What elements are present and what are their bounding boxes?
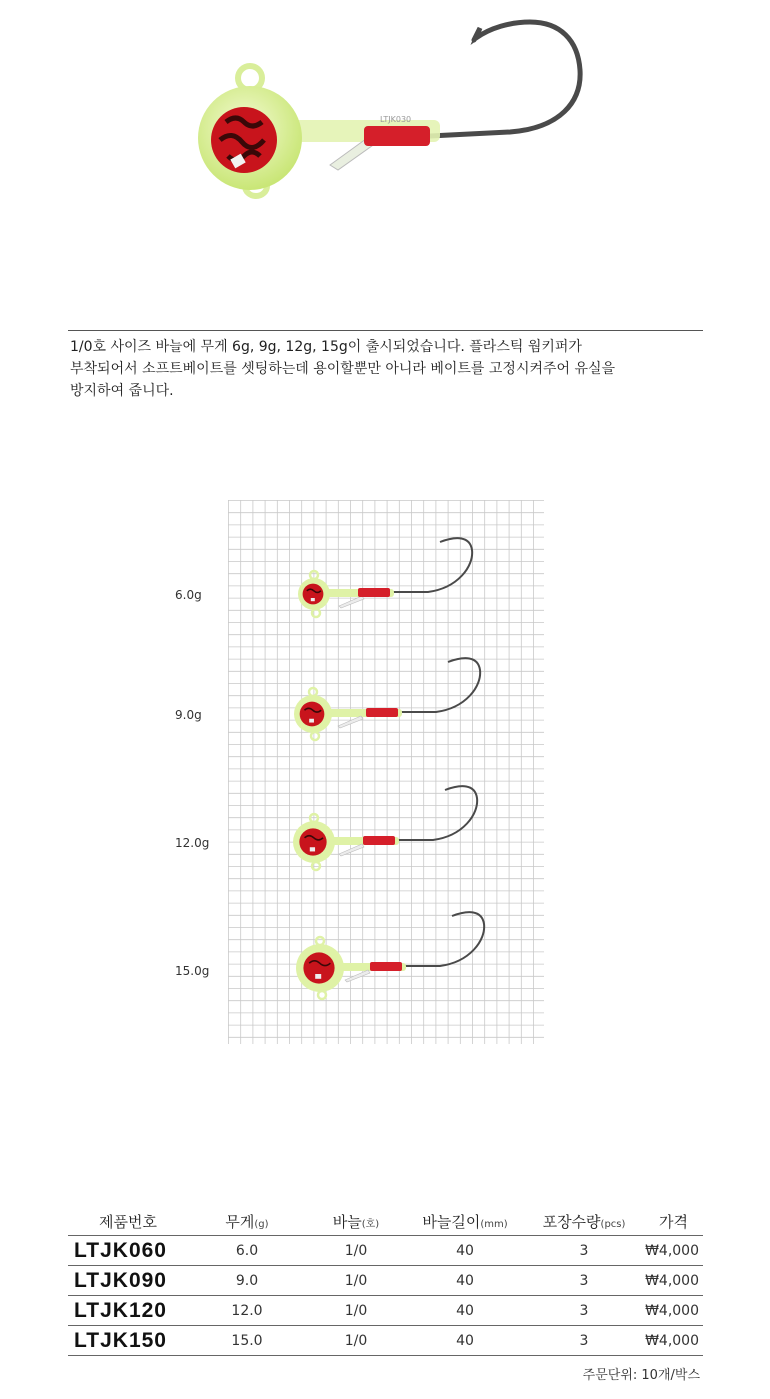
qty-cell: 3: [524, 1296, 644, 1326]
weight-cell: 9.0: [188, 1266, 306, 1296]
weight-label-12g: 12.0g: [175, 836, 210, 850]
price-cell: ₩4,000: [644, 1326, 703, 1356]
product-description: [70, 336, 710, 402]
table-row: [68, 1326, 703, 1356]
jig-6.0g: [298, 538, 472, 617]
hook-cell: 1/0: [306, 1326, 406, 1356]
description-line: 부착되어서 소프트베이트를 셋팅하는데 용이할뿐만 아니라 베이트를 고정시켜주어 유실을: [70, 361, 616, 377]
hero-stem-mark: LTJK030: [380, 115, 412, 124]
weight-label-15g: 15.0g: [175, 964, 210, 978]
qty-cell: 3: [524, 1236, 644, 1266]
weight-cell: 12.0: [188, 1296, 306, 1326]
hook-shape: [430, 22, 580, 136]
spec-header-row: [68, 1207, 703, 1236]
size-comparison-grid: [228, 500, 544, 1044]
section-divider: [68, 330, 703, 331]
order-unit-note: 주문단위: 10개/박스: [582, 1368, 700, 1383]
qty-cell: 3: [524, 1326, 644, 1356]
price-cell: ₩4,000: [644, 1296, 703, 1326]
hook-cell: 1/0: [306, 1266, 406, 1296]
qty-cell: 3: [524, 1266, 644, 1296]
header-price: 가격: [644, 1207, 703, 1236]
weight-cell: 6.0: [188, 1236, 306, 1266]
jig-12.0g: [293, 786, 477, 870]
header-pack-qty: 포장수량(pcs): [524, 1207, 644, 1236]
product-code: LTJK150: [68, 1326, 188, 1356]
product-code: LTJK060: [68, 1236, 188, 1266]
jig-15.0g: [296, 912, 484, 999]
product-code: LTJK120: [68, 1296, 188, 1326]
description-line: 1/0호 사이즈 바늘에 무게 6g, 9g, 12g, 15g이 출시되었습니다. 플라스틱 웜키퍼가: [70, 339, 582, 355]
header-code: 제품번호: [68, 1207, 188, 1236]
length-cell: 40: [406, 1326, 524, 1356]
length-cell: 40: [406, 1266, 524, 1296]
header-weight: 무게(g): [188, 1207, 306, 1236]
length-cell: 40: [406, 1236, 524, 1266]
product-code: LTJK090: [68, 1266, 188, 1296]
table-row: [68, 1266, 703, 1296]
table-row: [68, 1296, 703, 1326]
hook-cell: 1/0: [306, 1236, 406, 1266]
weight-cell: 15.0: [188, 1326, 306, 1356]
product-hero-image: [180, 10, 590, 210]
length-cell: 40: [406, 1296, 524, 1326]
weight-label-6g: 6.0g: [175, 588, 202, 602]
table-row: [68, 1236, 703, 1266]
price-cell: ₩4,000: [644, 1266, 703, 1296]
weight-label-9g: 9.0g: [175, 708, 202, 722]
description-line: 방지하여 줍니다.: [70, 383, 174, 399]
header-hook: 바늘(호): [306, 1207, 406, 1236]
price-cell: ₩4,000: [644, 1236, 703, 1266]
hook-cell: 1/0: [306, 1296, 406, 1326]
header-hook-length: 바늘길이(mm): [406, 1207, 524, 1236]
spec-table: [68, 1207, 703, 1356]
